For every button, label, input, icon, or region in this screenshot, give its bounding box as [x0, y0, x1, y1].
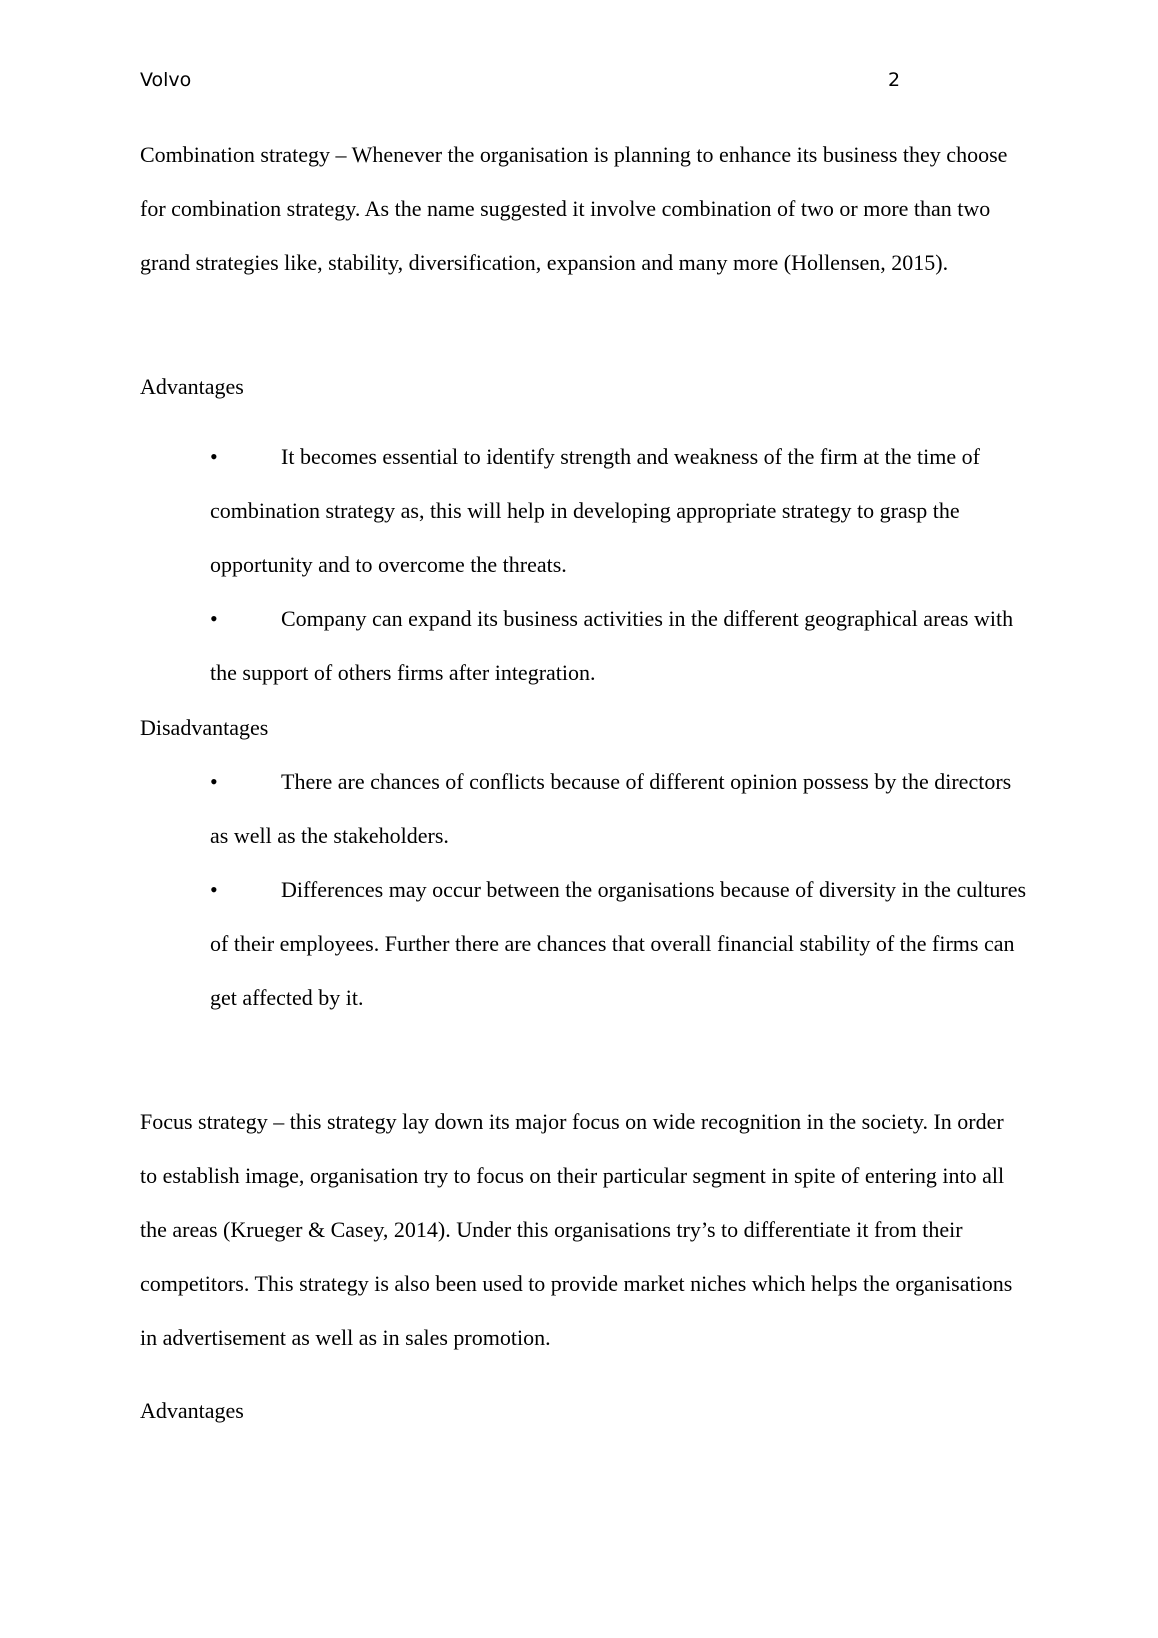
combination-disadvantage-item: [210, 863, 1030, 1025]
combination-advantage-item: [210, 592, 1030, 700]
combination-disadvantage-text: Differences may occur between the organisations because of diversity in the cultures of their employees. Further there are chances that overall financial stability of the firms can get affected by it.: [210, 877, 1027, 1010]
combination-disadvantage-text: There are chances of conflicts because of different opinion possess by the directors as well as the stakeholders.: [210, 769, 1012, 848]
combination-advantages-heading: Advantages: [140, 374, 244, 399]
combination-advantage-text: It becomes essential to identify strength and weakness of the firm at the time of combination strategy as, this will help in developing appropriate strategy to grasp the opportunity and to overcome the threats.: [210, 444, 980, 577]
focus-advantages-heading: Advantages: [140, 1398, 244, 1423]
combination-disadvantage-item: [210, 755, 1030, 863]
bullet-icon: •: [210, 877, 218, 902]
running-header-title: Volvo: [140, 69, 192, 91]
bullet-icon: •: [210, 606, 218, 631]
bullet-icon: •: [210, 769, 218, 794]
combination-advantage-text: Company can expand its business activities in the different geographical areas with the support of others firms after integration.: [210, 606, 1014, 685]
combination-disadvantages-heading: Disadvantages: [140, 715, 269, 740]
bullet-icon: •: [210, 444, 218, 469]
page-number: 2: [888, 69, 901, 91]
combination-advantage-item: [210, 430, 1030, 592]
combination-strategy-paragraph: Combination strategy – Whenever the organisation is planning to enhance its business they choose for combination strategy. As the name suggested it involve combination of two or more than two grand strategies like, stability, diversification, expansion and many more (Hollensen, 2015).: [140, 142, 1008, 275]
focus-strategy-paragraph: Focus strategy – this strategy lay down its major focus on wide recognition in the society. In order to establish image, organisation try to focus on their particular segment in spite of entering into all the areas (Krueger & Casey, 2014). Under this organisations try’s to differentiate it from their competitors. This strategy is also been used to provide market niches which helps the organisations in advertisement as well as in sales promotion.: [140, 1109, 1013, 1350]
